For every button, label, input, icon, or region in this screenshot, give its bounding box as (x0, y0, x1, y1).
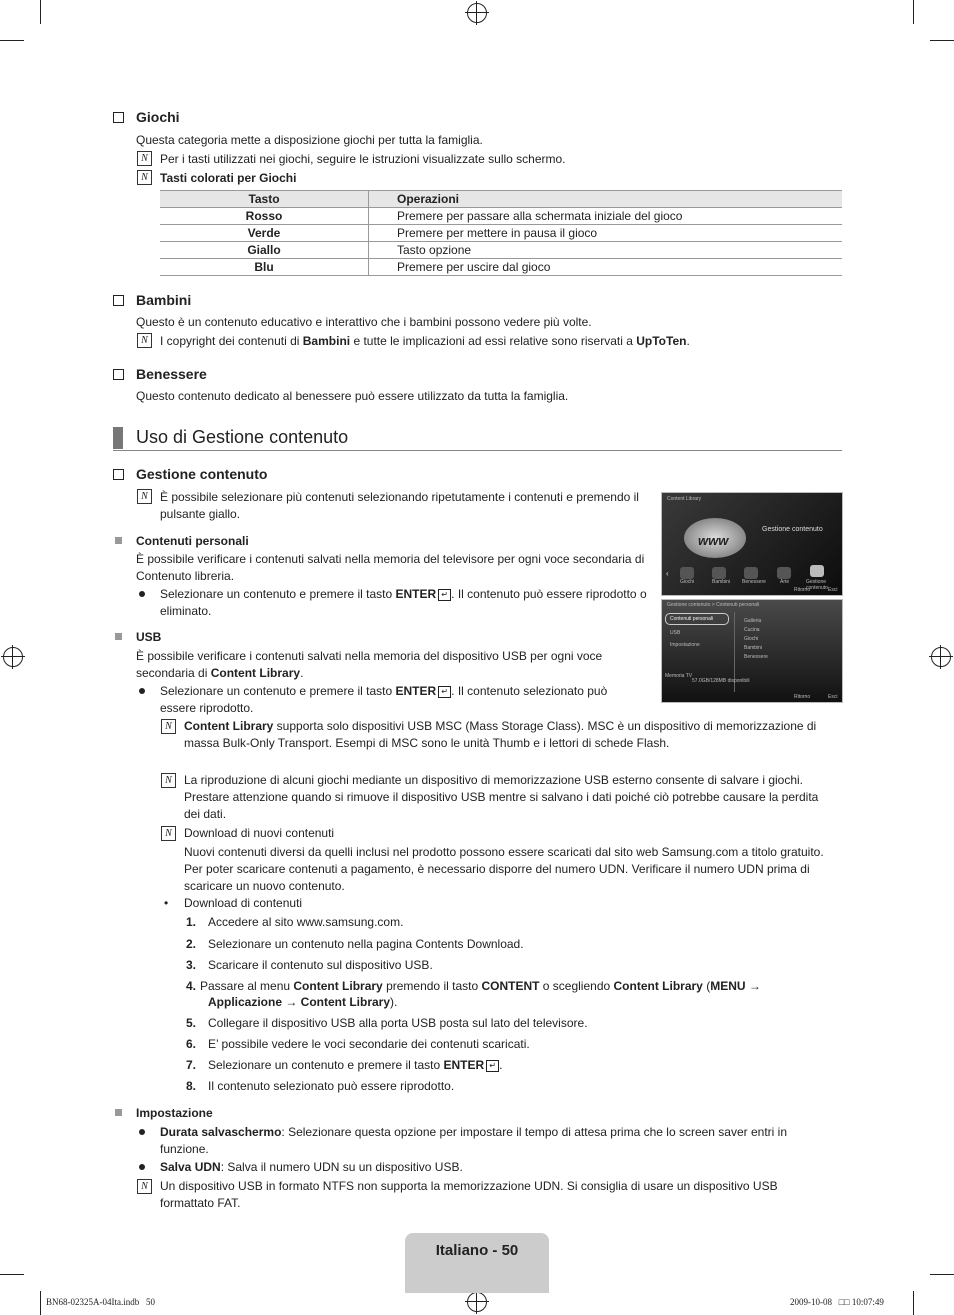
menu-item: Giochi (680, 579, 695, 585)
table-cell: Blu (160, 259, 369, 276)
menu-item: Contenuti personali (670, 616, 714, 622)
step-text: Collegare il dispositivo USB alla porta USB posta sul lato del televisore. (208, 1016, 588, 1030)
enter-icon: ↵ (486, 1060, 499, 1072)
exit-label: Esci (828, 694, 838, 700)
step-text: E’ possibile vedere le voci secondarie dei contenuti scaricati. (208, 1037, 530, 1051)
table-row (160, 259, 842, 276)
usb-note-2: La riproduzione di alcuni giochi mediante un dispositivo di memorizzazione USB esterno consente di salvare i giochi. Prestare attenzione quando si rimuove il dispositivo USB mentre si salvano i dati poiché ciò potrebbe causare la perdita dei dati. (184, 773, 819, 821)
menu-item: Arte (780, 579, 790, 585)
checkbox-bullet-icon (113, 469, 124, 480)
table-cell: Verde (160, 225, 369, 242)
step-text: Applicazione → Content Library). (208, 995, 398, 1009)
crop-mark (930, 40, 954, 41)
screenshot-contenuti-personali (661, 599, 843, 703)
page-label: Italiano - 50 (435, 1242, 519, 1259)
section-rule (113, 450, 842, 451)
benessere-icon (744, 567, 758, 579)
footer-right: 2009-10-08 □□ 10:07:49 (790, 1297, 884, 1307)
giochi-icon (680, 567, 694, 579)
table-row (160, 242, 842, 259)
giochi-note: Per i tasti utilizzati nei giochi, seguire le istruzioni visualizzate sullo schermo. (160, 152, 566, 166)
submenu-item: Galleria (744, 618, 762, 624)
table-cell: Premere per mettere in pausa il gioco (369, 225, 843, 242)
benessere-desc: Questo contenuto dedicato al benessere può essere utilizzato da tutta la famiglia. (136, 389, 569, 403)
note-icon: N (161, 773, 176, 788)
step-text: Selezionare un contenuto nella pagina Contents Download. (208, 937, 524, 951)
submenu-item: Cucina (744, 627, 760, 633)
step-number: 2. (186, 937, 197, 951)
gestione-note: È possibile selezionare più contenuti selezionando ripetutamente i contenuti e premendo il pulsante giallo. (160, 490, 639, 521)
square-bullet-icon (115, 1109, 122, 1116)
enter-icon: ↵ (438, 589, 451, 601)
screen-top-label: Content Library (667, 496, 702, 502)
note-icon: N (161, 826, 176, 841)
section-title: Uso di Gestione contenuto (136, 427, 349, 447)
note-icon: N (161, 719, 176, 734)
usb-note-3: Nuovi contenuti diversi da quelli inclusi nel prodotto possono essere scaricati dal sito web Samsung.com a titolo gratuito. Per poter scaricare contenuti a pagamento, è necessario disporre del numero UDN. Verificare il numero UDN prima di scaricare un nuovo contenuto. (184, 845, 824, 893)
table-cell: Premere per uscire dal gioco (369, 259, 843, 276)
bambini-icon (712, 567, 726, 579)
registration-mark-icon (467, 1292, 487, 1312)
chevron-left-icon: ‹ (666, 569, 669, 578)
registration-mark-icon (467, 3, 487, 23)
usb-bullet: Selezionare un contenuto e premere il tasto ENTER ↵ . Il contenuto selezionato può essere riprodotto. (160, 684, 608, 715)
benessere-heading: Benessere (136, 366, 207, 382)
menu-item: Gestione contenuto (806, 579, 828, 591)
menu-item: Bambini (712, 579, 731, 585)
note-icon: N (137, 151, 152, 166)
giochi-heading: Giochi (136, 109, 180, 125)
checkbox-bullet-icon (113, 295, 124, 306)
bambini-desc: Questo è un contenuto educativo e interattivo che i bambini possono vedere più volte. (136, 315, 592, 329)
table-row (160, 208, 842, 225)
note-icon: N (137, 489, 152, 504)
crop-mark (0, 40, 24, 41)
memory-label: Memoria TV (665, 673, 693, 679)
step-number: 4. (186, 979, 197, 993)
step-number: 8. (186, 1079, 197, 1093)
crop-mark (0, 1274, 24, 1275)
submenu-item: Giochi (744, 636, 759, 642)
crop-mark (913, 0, 914, 24)
arte-icon (777, 567, 791, 579)
personali-desc: È possibile verificare i contenuti salvati nella memoria del televisore per ogni voce secondaria di Contenuto libreria. (136, 552, 645, 583)
small-bullet-icon: • (164, 896, 169, 910)
checkbox-bullet-icon (113, 112, 124, 123)
table-header-row (160, 191, 842, 208)
impostazione-heading: Impostazione (136, 1106, 213, 1120)
note-icon: N (137, 1179, 152, 1194)
table-cell: Tasto opzione (369, 242, 843, 259)
step-number: 1. (186, 915, 197, 929)
note-icon: N (137, 333, 152, 348)
section-marker (113, 427, 123, 449)
step-number: 6. (186, 1037, 197, 1051)
table-cell: Giallo (160, 242, 369, 259)
usb-note-3-title: Download di nuovi contenuti (184, 826, 335, 840)
impostazione-bullet-1: Durata salvaschermo: Selezionare questa opzione per impostare il tempo di attesa prima che lo screen saver entri in funzione. (160, 1125, 788, 1156)
step-number: 7. (186, 1058, 197, 1072)
step-number: 5. (186, 1016, 197, 1030)
bambini-note: I copyright dei contenuti di Bambini e tutte le implicazioni ad essi relative sono riservati a UpToTen. (160, 334, 690, 348)
bambini-heading: Bambini (136, 292, 192, 308)
table-header: Operazioni (369, 191, 843, 208)
footer-left: BN68-02325A-04Ita.indb 50 (46, 1297, 155, 1307)
submenu-item: Benessere (744, 654, 768, 660)
gestione-icon (810, 565, 824, 577)
gestione-heading: Gestione contenuto (136, 466, 268, 482)
return-label: Ritorno (794, 694, 811, 700)
step-text: Selezionare un contenuto e premere il tasto ENTER ↵ . (208, 1058, 503, 1072)
impostazione-bullet-2: Salva UDN: Salva il numero UDN su un dispositivo USB. (160, 1160, 463, 1174)
registration-mark-icon (931, 647, 951, 667)
crop-mark (913, 1291, 914, 1315)
table-row (160, 225, 842, 242)
square-bullet-icon (115, 633, 122, 640)
crop-mark (930, 1274, 954, 1275)
personali-bullet: Selezionare un contenuto e premere il tasto ENTER ↵ . Il contenuto può essere riprodotto o eliminato. (160, 587, 647, 618)
usb-note-1: Content Library supporta solo dispositivi USB MSC (Mass Storage Class). MSC è un dispositivo di memorizzazione di massa Bulk-Only Transport. Esempi di MSC sono le unità Thumb e i lettori di schede Flash. (184, 719, 817, 750)
bullet-icon (139, 1129, 145, 1135)
menu-item: Impostazione (670, 642, 700, 648)
step-text: Accedere al sito www.samsung.com. (208, 915, 404, 929)
bullet-icon (139, 688, 145, 694)
table-header: Tasto (160, 191, 369, 208)
submenu-item: Bambini (744, 645, 763, 651)
personali-heading: Contenuti personali (136, 534, 249, 548)
square-bullet-icon (115, 537, 122, 544)
giochi-table-caption: Tasti colorati per Giochi (160, 171, 297, 185)
registration-mark-icon (3, 647, 23, 667)
step-text: Passare al menu Content Library premendo il tasto CONTENT o scegliendo Content Library (MENU → (200, 979, 761, 993)
table-cell: Rosso (160, 208, 369, 225)
usb-desc: È possibile verificare i contenuti salvati nella memoria del dispositivo USB per ogni voce secondaria di Content Library. (136, 649, 603, 680)
screen-title: Gestione contenuto (762, 526, 823, 533)
note-icon: N (137, 170, 152, 185)
menu-item: USB (670, 630, 681, 636)
return-label: Ritorno (794, 587, 811, 593)
bullet-icon (139, 591, 145, 597)
step-text: Il contenuto selezionato può essere riprodotto. (208, 1079, 455, 1093)
memory-value: 57.0GB/128MB disponibili (692, 678, 750, 684)
enter-icon: ↵ (438, 686, 451, 698)
checkbox-bullet-icon (113, 369, 124, 380)
screen-top-label: Gestione contenuto > Contenuti personali (667, 602, 760, 608)
step-text: Scaricare il contenuto sul dispositivo USB. (208, 958, 433, 972)
screenshot-content-library (661, 492, 843, 596)
usb-heading: USB (136, 630, 162, 644)
giochi-desc: Questa categoria mette a disposizione giochi per tutta la famiglia. (136, 133, 483, 147)
impostazione-note: Un dispositivo USB in formato NTFS non supporta la memorizzazione UDN. Si consiglia di usare un dispositivo USB formattato FAT. (160, 1179, 778, 1210)
exit-label: Esci (828, 587, 838, 593)
crop-mark (40, 1291, 41, 1315)
download-label: Download di contenuti (184, 896, 303, 910)
step-number: 3. (186, 958, 197, 972)
table-cell: Premere per passare alla schermata iniziale del gioco (369, 208, 843, 225)
keys-table (160, 190, 842, 276)
www-graphic: www (698, 533, 729, 548)
crop-mark (40, 0, 41, 24)
bullet-icon (139, 1164, 145, 1170)
menu-item: Benessere (742, 579, 766, 585)
